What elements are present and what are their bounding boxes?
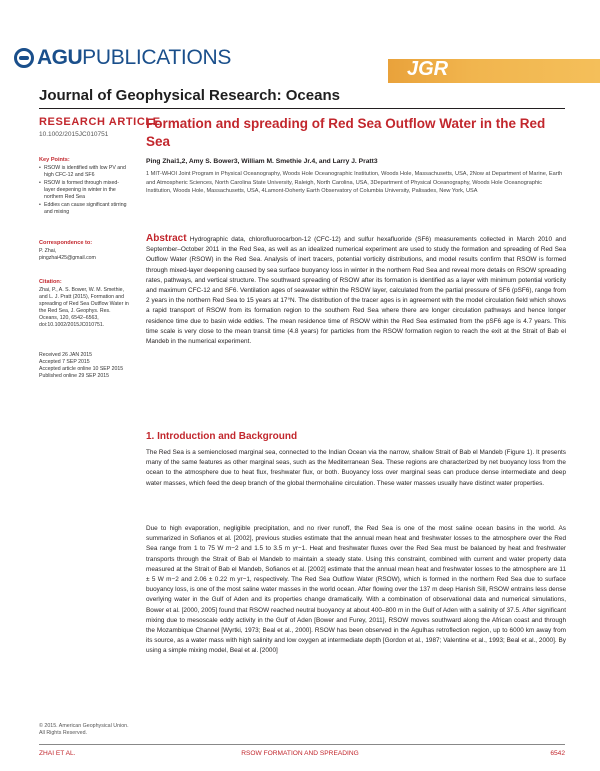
header-divider	[39, 108, 565, 109]
citation-text: Zhai, P., A. S. Bower, W. M. Smethie, and L. J. Pratt (2015), Formation and spreading of Red Sea Outflow Water in the Red Sea, J. Geophys. Res. Oceans, 120, 6542–6563, doi:10.1002/2015JC010751.	[39, 287, 129, 328]
footer-divider	[39, 744, 565, 745]
correspondence-block	[39, 248, 129, 262]
date-accepted: Accepted 7 SEP 2015	[39, 359, 90, 365]
globe-icon	[14, 48, 34, 68]
correspondence-name: P. Zhai,	[39, 248, 57, 254]
page-number: 6542	[550, 750, 565, 757]
copyright-line-2: All Rights Reserved.	[39, 730, 87, 736]
dates-block	[39, 352, 129, 380]
article-doi: 10.1002/2015JC010751	[39, 131, 109, 138]
footer-authors: ZHAI ET AL.	[39, 750, 76, 757]
date-received: Received 26 JAN 2015	[39, 352, 93, 358]
correspondence-heading: Correspondence to:	[39, 240, 93, 246]
date-accepted-online: Accepted article online 10 SEP 2015	[39, 366, 124, 372]
key-point: • RSOW is formed through mixed-layer deepening in winter in the northern Red Sea	[44, 180, 129, 201]
publisher-bold: AGU	[37, 46, 83, 69]
key-point: • Eddies can cause significant stirring and mixing	[44, 202, 129, 216]
article-title: Formation and spreading of Red Sea Outflow Water in the Red Sea	[146, 116, 546, 149]
key-points-list	[39, 165, 129, 217]
article-type: RESEARCH ARTICLE	[39, 116, 161, 128]
body-paragraph-1: The Red Sea is a semienclosed marginal sea, connected to the Indian Ocean via the narrow, shallow Strait of Bab el Mandeb (Figure 1). It presents many of the same features as other marginal seas, such as the Mediterranean Sea. These regions are characterized by net buoyancy loss from the ocean to the atmosphere due to heat flux, freshwater flux, or both. Buoyancy loss over marginal seas can produce dense intermediate and deep water masses, which feed the deep branch of the global thermohaline circulation. These water masses usually have distinct water properties.	[146, 449, 566, 487]
affiliations: 1 MIT-WHOI Joint Program in Physical Oceanography, Woods Hole Oceanographic Institution, Woods Hole, Massachusetts, USA, 2Now at Department of Marine, Earth and Atmospheric Sciences, North Carolina State University, Raleigh, North Carolina, USA, 3Department of Physical Oceanography, Woods Hole Oceanographic Institution, Woods Hole, Massachusetts, USA, 4Lamont-Doherty Earth Observatory of Columbia University, Palisades, New York, USA	[146, 171, 563, 195]
publisher-light: PUBLICATIONS	[82, 46, 232, 69]
key-points-heading: Key Points:	[39, 157, 70, 163]
journal-title: Journal of Geophysical Research: Oceans	[39, 87, 340, 104]
agu-publications-logo	[14, 46, 231, 70]
date-published: Published online 29 SEP 2015	[39, 373, 109, 379]
abstract-text: Hydrographic data, chlorofluorocarbon-12 (CFC-12) and sulfur hexafluoride (SF6) measurements collected in March 2010 and September–October 2011 in the Red Sea, as well as an idealized numerical experiment are used to study the formation and spreading of Red Sea Outflow Water (RSOW) in the Red Sea. Analysis of inert tracers, potential vorticity distributions, and model results confirm that RSOW is formed through mixed-layer deepening caused by sea surface buoyancy loss in winter in the northern Red Sea and reveal more details on RSOW spreading rates, pathways, and vertical structure. The southward spreading of RSOW after its formation is identified as a layer with minimum potential vorticity and maximum CFC-12 and SF6. Ventilation ages of seawater within the RSOW layer, calculated from the partial pressure of SF6 (pSF6), range from 2 years in the northern Red Sea to 15 years at 17°N. The distribution of the tracer ages is in agreement with the model circulation field which shows a rapid transport of RSOW from its formation region to the southern Red Sea where there are longer circulation pathways and hence longer residence time due to basin wide eddies. The mean residence time of RSOW within the Red Sea estimated from the pSF6 age is 4.7 years. This time scale is very close to the mean transit time (4.8 years) for particles from the RSOW formation region to reach the exit at the Strait of Bab el Mandeb in the numerical experiment.	[146, 236, 567, 346]
copyright	[39, 723, 129, 737]
abstract-label: Abstract	[146, 233, 187, 244]
correspondence-email[interactable]: pingzhai425@gmail.com	[39, 255, 96, 261]
key-point: • RSOW is identified with low PV and high CFC-12 and SF6	[44, 165, 129, 179]
body-paragraph-2: Due to high evaporation, negligible precipitation, and no river runoff, the Red Sea is one of the most saline ocean basins in the world. As summarized in Sofianos et al. [2002], previous studies estimate that the annual mean heat and freshwater losses to the atmosphere over the Red Sea range from 1 to 75 W m−2 and 1.5 to 3.5 m yr−1. Heat and freshwater fluxes over the Red Sea must be balanced by heat and freshwater transports through the Strait of Bab el Mandeb to maintain a steady state. Using this constraint, combined with current and water property data measured at the Strait of Bab el Mandeb, Sofianos et al. [2002] estimate that the annual mean heat and freshwater losses to the atmosphere are 11 ± 5 W m−2 and 2.06 ± 0.22 m yr−1, respectively. The Red Sea Outflow Water (RSOW), which is formed in the northern Red Sea due to surface buoyancy loss, is one of the most saline water masses in the world ocean. After flowing over the 137 m deep Hanish Sill, RSOW entrains less dense overlying water in the Gulf of Aden and its properties change dramatically. With a combination of observational data and numerical simulations, Bower et al. [2000, 2005] found that RSOW reached neutral buoyancy at about 400–800 m in the Gulf of Aden with a salinity of 37.5. After significant mixing due to mesoscale eddy activity in the Gulf of Aden [Bower and Furey, 2011], RSOW moves southward along the African coast and through the Mozambique Channel [Wyrtki, 1973; Beal et al., 2000]. RSOW has been observed in the Agulhas retroflection region, up to 6000 km away from its source, as a water mass with high salinity and low oxygen at intermediate depth [Gordon et al., 1987; Valentine et al., 1993; Beal et al., 2000]. By using a simple mixing model, Beal et al. [2000]	[146, 525, 566, 655]
abstract	[146, 234, 566, 347]
copyright-line-1: © 2015. American Geophysical Union.	[39, 723, 129, 729]
jgr-badge: JGR	[407, 58, 449, 80]
citation-heading: Citation:	[39, 279, 62, 285]
section-heading: 1. Introduction and Background	[146, 431, 298, 442]
footer-running-title: RSOW FORMATION AND SPREADING	[241, 750, 359, 757]
author-list: Ping Zhai1,2, Amy S. Bower3, William M. Smethie Jr.4, and Larry J. Pratt3	[146, 158, 378, 165]
